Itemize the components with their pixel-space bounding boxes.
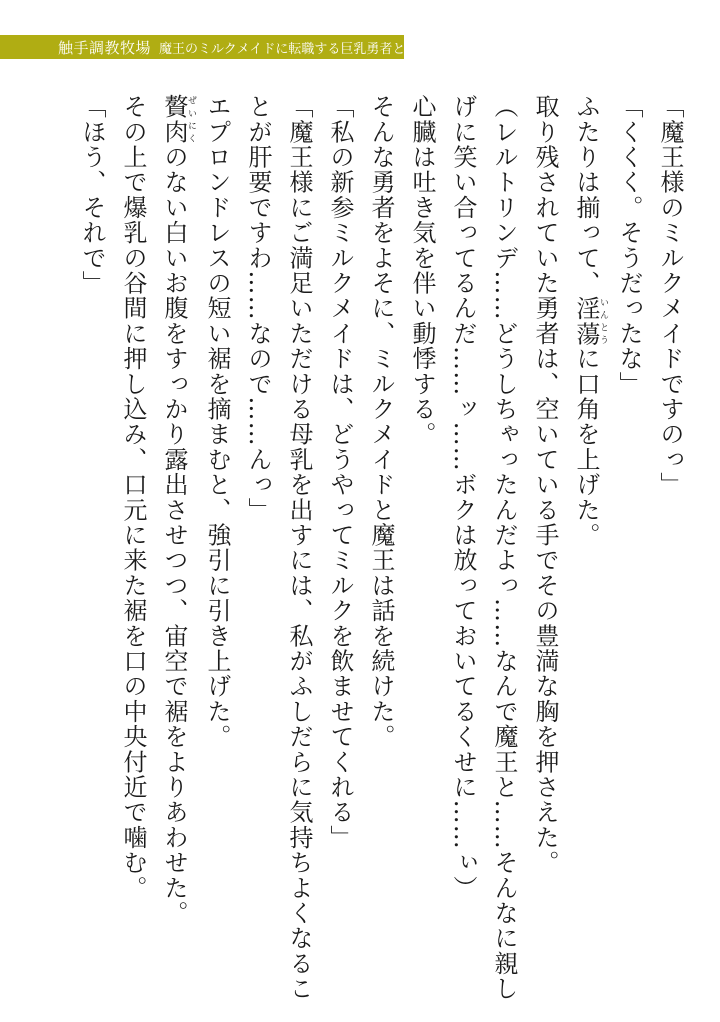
text-segment: とが肝要ですわ……なので……んっ」 — [244, 94, 272, 523]
text-line — [278, 94, 319, 1002]
ruby-word — [160, 94, 196, 145]
text-segment: 「くくく。そうだったな」 — [615, 94, 643, 397]
text-segment: げに笑い合ってるんだ……ッ……ボクは放っておいてるくせに……ぃ） — [449, 94, 477, 901]
text-line — [237, 94, 278, 984]
text-segment: ふたりは揃って、 — [572, 94, 600, 296]
running-header — [0, 35, 458, 59]
book-title: 触手調教牧場 — [58, 38, 152, 57]
text-line — [153, 94, 196, 984]
ruby-reading: ぜいにく — [186, 94, 196, 145]
text-segment: 取り残されていた勇者は、空いている手でその豊満な胸を押さえた。 — [531, 94, 559, 876]
text-segment: 「魔王様にご満足いただける母乳を出すには、私がふしだらに気持ちよくなるこ — [285, 94, 313, 1002]
text-line — [524, 94, 565, 984]
text-segment: （レルトリンデ……どうしちゃったんだよっ……なんで魔王と……そんなに親し — [490, 94, 518, 1002]
text-line — [196, 94, 237, 984]
vertical-body-text — [38, 94, 690, 1002]
book-subtitle: 魔王のミルクメイドに転職する巨乳勇者と爆乳賢者 — [159, 41, 458, 57]
text-segment: のない白いお腹をすっかり露出させつつ、宙空で裾をよりあわせた。 — [160, 144, 188, 926]
text-segment: 心臓は吐き気を伴い動悸する。 — [408, 94, 436, 447]
ruby-base: 贅肉 — [160, 94, 188, 145]
text-segment: その上で爆乳の谷間に押し込み、口元に来た裾を口の中央付近で噛む。 — [119, 94, 147, 901]
ruby-base: 淫蕩 — [572, 295, 600, 347]
text-line — [483, 94, 524, 1002]
text-segment: 「ほう、それで」 — [78, 94, 106, 296]
text-segment: 「私の新参ミルクメイドは、どうやってミルクを飲ませてくれる」 — [326, 94, 354, 850]
text-segment: エプロンドレスの短い裾を摘まむと、強引に引き上げた。 — [203, 94, 231, 750]
text-line — [649, 94, 690, 984]
text-line — [608, 94, 649, 984]
text-line — [112, 94, 153, 984]
text-segment: 「魔王様のミルクメイドですのっ」 — [656, 94, 684, 498]
text-line — [401, 94, 442, 984]
text-line — [565, 94, 608, 984]
text-line — [360, 94, 401, 984]
ruby-word — [572, 295, 608, 347]
text-segment: に口角を上げた。 — [572, 346, 600, 548]
text-line — [442, 94, 483, 984]
text-segment: そんな勇者をよそに、ミルクメイドと魔王は話を続けた。 — [367, 94, 395, 750]
text-line — [71, 94, 112, 984]
ruby-reading: いんとう — [598, 295, 608, 347]
text-line — [319, 94, 360, 984]
